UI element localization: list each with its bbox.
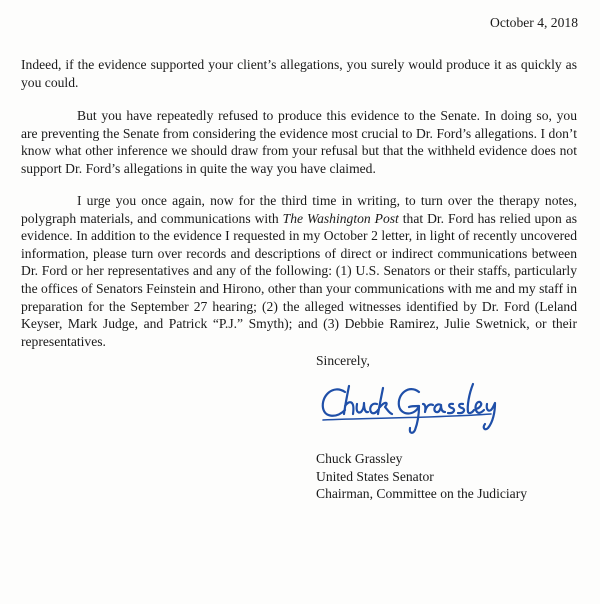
letter-date: October 4, 2018 [490, 15, 578, 30]
publication-name: The Washington Post [282, 210, 399, 226]
paragraph-evidence [21, 56, 577, 91]
signer-block [316, 450, 527, 503]
paragraph-evidence-text: Indeed, if the evidence supported your client’s allegations, you surely would produce it as quickly as you could. [21, 57, 577, 90]
signer-role: Chairman, Committee on the Judiciary [316, 486, 528, 502]
paragraph-refusal [21, 107, 577, 177]
paragraph-request [21, 192, 577, 350]
paragraph-refusal-text: But you have repeatedly refused to produce this evidence to the Senate. In doing so, you are preventing the Senate from considering the evidence most crucial to Dr. Ford’s allegations. I don’t know what other inference we should draw from your refusal but that the withheld evidence does not support Dr. Ford’s allegations in quite the way you have claimed. [21, 108, 577, 176]
closing: Sincerely, [316, 353, 370, 368]
paragraph-request-text-start: I urge you once again, now for the third time in writing, to turn over the therapy notes, polygraph materials, and communications with [21, 193, 577, 226]
signer-name: Chuck Grassley [316, 451, 403, 466]
signer-title: United States Senator [316, 468, 434, 484]
handwritten-signature [315, 374, 515, 444]
paragraph-request-text-end: that Dr. Ford has relied upon as evidence. In addition to the evidence I requested in my October 2 letter, in light of recently uncovered information, please turn over records and descriptions of direct or indirect communications between Dr. Ford or her representatives and any of the following: (1) U.S. Senators or their staffs, particularly the offices of Senators Feinstein and Hirono, other than your communications with me and my staff in preparation for the September 27 hearing; (2) the alleged witnesses identified by Dr. Ford (Leland Keyser, Mark Judge, and Patrick “P.J.” Smyth); and (3) Debbie Ramirez, Julie Swetnick, or their representatives. [21, 210, 578, 349]
